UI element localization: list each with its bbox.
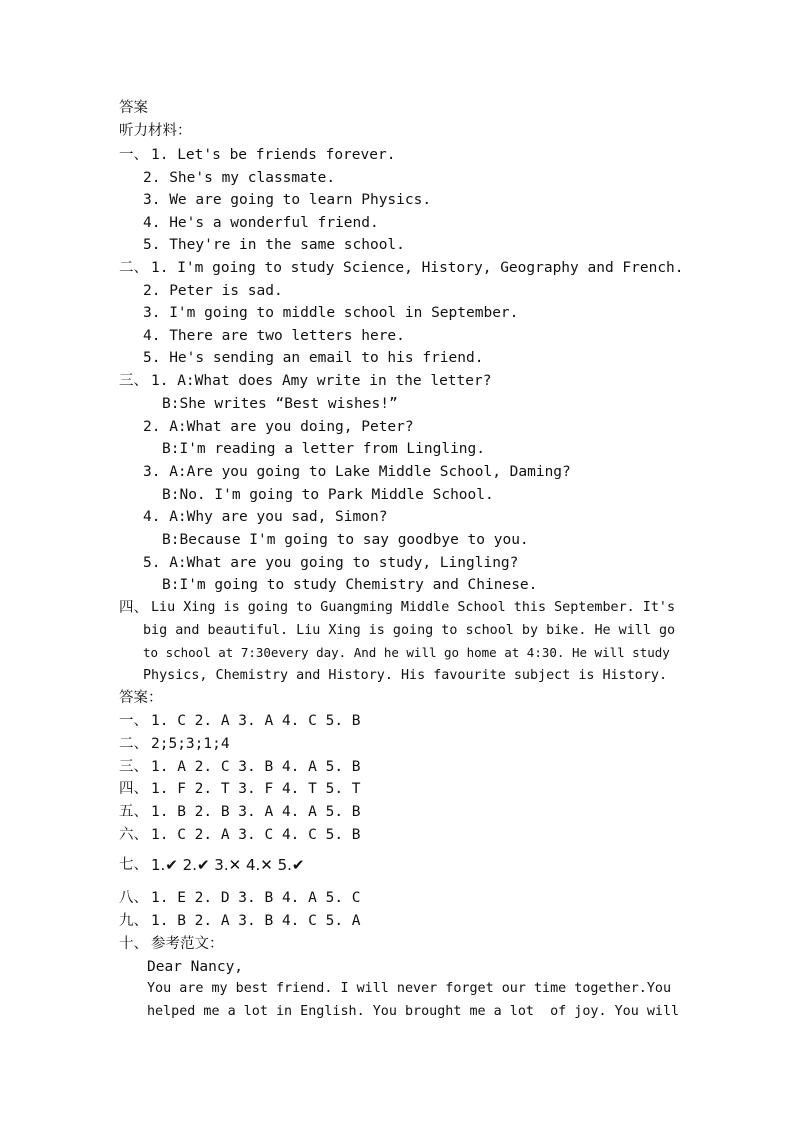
dialogue-line: 2. A:What are you doing, Peter?: [143, 419, 414, 435]
answer-label: 二、: [119, 736, 148, 752]
listening-line: 2. Peter is sad.: [143, 283, 283, 299]
section-10-label: 十、: [119, 936, 148, 952]
dialogue-line: B:Because I'm going to say goodbye to you.: [162, 532, 529, 548]
passage-line: Liu Xing is going to Guangming Middle School this September. It's: [151, 600, 676, 615]
dialogue-line: B:I'm reading a letter from Lingling.: [162, 441, 486, 457]
letter-line: helped me a lot in English. You brought me a lot of joy. You will: [147, 1004, 680, 1019]
section-2-label: 二、: [119, 260, 148, 276]
letter-line: Dear Nancy,: [147, 959, 244, 975]
answer-label: 四、: [119, 781, 148, 797]
dialogue-line: B:No. I'm going to Park Middle School.: [162, 487, 494, 503]
answer-label: 三、: [119, 759, 148, 775]
listening-line: 3. We are going to learn Physics.: [143, 192, 432, 208]
dialogue-line: 3. A:Are you going to Lake Middle School, Daming?: [143, 464, 571, 480]
listening-line: 5. They're in the same school.: [143, 237, 405, 253]
answer-label: 七、: [119, 857, 148, 873]
answer-text: 1. F 2. T 3. F 4. T 5. T: [151, 781, 361, 797]
listening-line: 2. She's my classmate.: [143, 170, 336, 186]
dialogue-line: B:She writes “Best wishes!”: [162, 396, 398, 412]
listening-heading: 听力材料：: [119, 123, 192, 139]
answer-text: 1. B 2. B 3. A 4. A 5. B: [151, 804, 361, 820]
answer-text: 2;5;3;1;4: [151, 736, 230, 752]
answer-label: 九、: [119, 913, 148, 929]
letter-line: You are my best friend. I will never forget our time together.You: [147, 981, 672, 996]
listening-line: 5. He's sending an email to his friend.: [143, 350, 484, 366]
answer-text: 1.✔ 2.✔ 3.✕ 4.✕ 5.✔: [151, 856, 305, 874]
section-4-label: 四、: [119, 600, 148, 616]
listening-line: 1. I'm going to study Science, History, Geography and French.: [151, 260, 684, 276]
answer-label: 八、: [119, 890, 148, 906]
answer-text: 1. C 2. A 3. C 4. C 5. B: [151, 827, 361, 843]
answer-label: 六、: [119, 827, 148, 843]
answer-text: 1. B 2. A 3. B 4. C 5. A: [151, 913, 361, 929]
answer-text: 1. E 2. D 3. B 4. A 5. C: [151, 890, 361, 906]
answer-label: 一、: [119, 713, 148, 729]
listening-line: 4. There are two letters here.: [143, 328, 405, 344]
answers-heading: 答案：: [119, 690, 163, 706]
listening-line: 4. He's a wonderful friend.: [143, 215, 379, 231]
dialogue-line: 1. A:What does Amy write in the letter?: [151, 373, 492, 389]
section-1-label: 一、: [119, 147, 148, 163]
passage-line: Physics, Chemistry and History. His favourite subject is History.: [143, 668, 668, 683]
listening-line: 1. Let's be friends forever.: [151, 147, 396, 163]
dialogue-line: B:I'm going to study Chemistry and Chinese.: [162, 577, 538, 593]
answer-text: 1. A 2. C 3. B 4. A 5. B: [151, 759, 361, 775]
listening-line: 3. I'm going to middle school in September.: [143, 305, 519, 321]
dialogue-line: 4. A:Why are you sad, Simon?: [143, 509, 388, 525]
doc-title: 答案: [119, 100, 148, 116]
dialogue-line: 5. A:What are you going to study, Lingling?: [143, 555, 519, 571]
answer-label: 五、: [119, 804, 148, 820]
passage-line: to school at 7:30every day. And he will go home at 4:30. He will study: [143, 645, 670, 660]
answer-text: 1. C 2. A 3. A 4. C 5. B: [151, 713, 361, 729]
model-essay-heading: 参考范文：: [151, 936, 224, 952]
passage-line: big and beautiful. Liu Xing is going to school by bike. He will go: [143, 623, 676, 638]
section-3-label: 三、: [119, 373, 148, 389]
